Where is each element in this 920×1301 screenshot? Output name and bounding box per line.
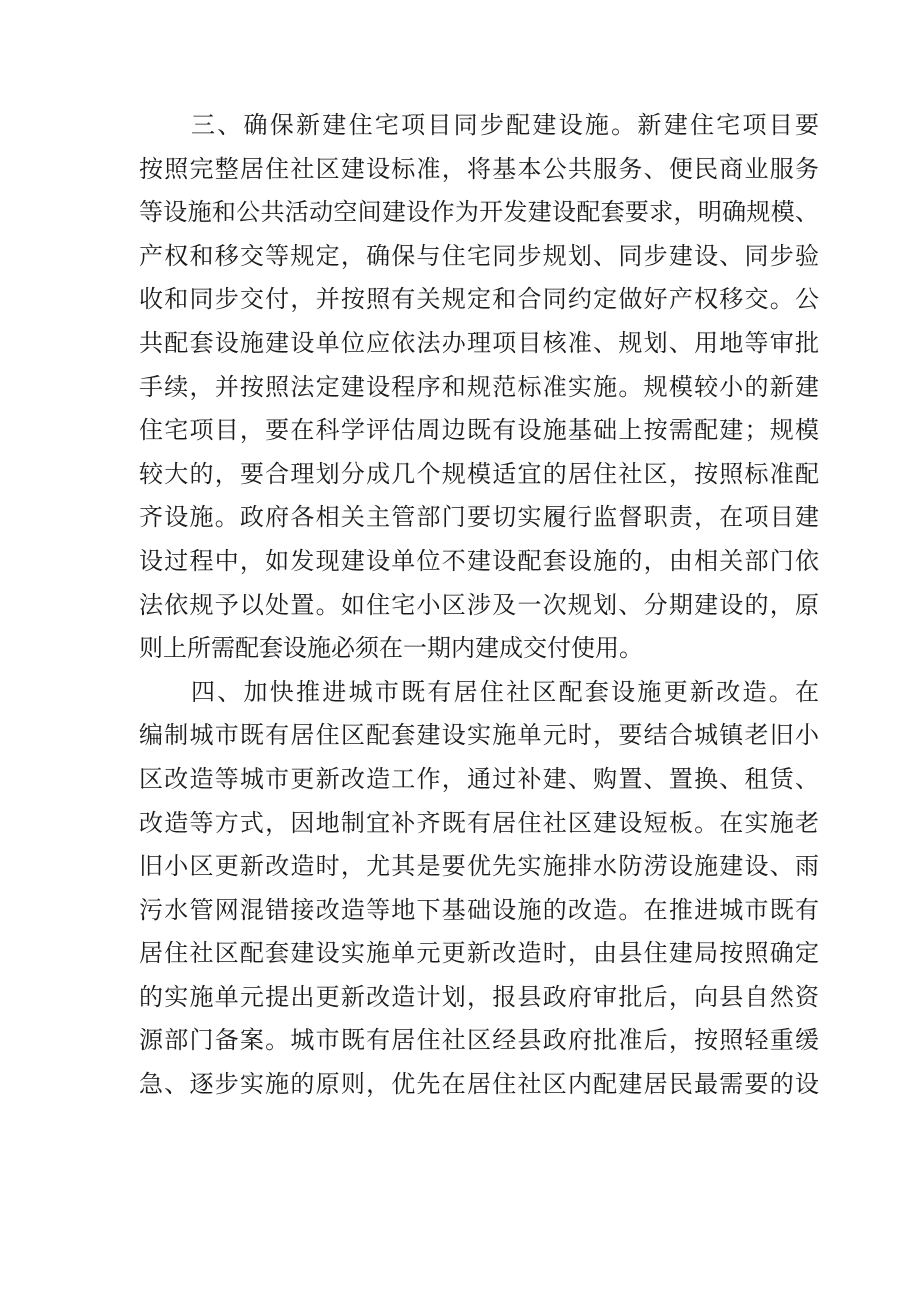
document-body — [139, 104, 819, 1107]
text-line: 改造等方式，因地制宜补齐既有居住社区建设短板。在实施老 — [139, 808, 819, 837]
text-line: 等设施和公共活动空间建设作为开发建设配套要求，明确规模、 — [139, 198, 819, 227]
text-line: 四、加快推进城市既有居住社区配套设施更新改造。在 — [191, 677, 819, 706]
text-line: 共配套设施建设单位应依法办理项目核准、规划、用地等审批 — [139, 328, 819, 357]
text-line: 按照完整居住社区建设标准，将基本公共服务、便民商业服务 — [139, 154, 819, 183]
text-line: 区改造等城市更新改造工作，通过补建、购置、置换、租赁、 — [139, 764, 819, 793]
text-line: 较大的，要合理划分成几个规模适宜的居住社区，按照标准配 — [139, 459, 819, 488]
text-line: 齐设施。政府各相关主管部门要切实履行监督职责，在项目建 — [139, 503, 819, 532]
text-line: 手续，并按照法定建设程序和规范标准实施。规模较小的新建 — [139, 372, 819, 401]
text-line: 急、逐步实施的原则，优先在居住社区内配建居民最需要的设 — [139, 1070, 819, 1099]
text-line: 的实施单元提出更新改造计划，报县政府审批后，向县自然资 — [139, 982, 819, 1011]
paragraph-3 — [139, 104, 819, 671]
text-line: 源部门备案。城市既有居住社区经县政府批准后，按照轻重缓 — [139, 1026, 819, 1055]
paragraph-4 — [139, 671, 819, 1107]
text-line: 住宅项目，要在科学评估周边既有设施基础上按需配建；规模 — [139, 416, 819, 445]
text-line: 编制城市既有居住区配套建设实施单元时，要结合城镇老旧小 — [139, 721, 819, 750]
text-line: 三、确保新建住宅项目同步配建设施。新建住宅项目要 — [191, 111, 819, 139]
text-line: 则上所需配套设施必须在一期内建成交付使用。 — [139, 634, 643, 663]
text-line: 污水管网混错接改造等地下基础设施的改造。在推进城市既有 — [139, 895, 819, 924]
text-line: 旧小区更新改造时，尤其是要优先实施排水防涝设施建设、雨 — [139, 852, 819, 881]
text-line: 产权和移交等规定，确保与住宅同步规划、同步建设、同步验 — [139, 241, 819, 270]
text-line: 居住社区配套建设实施单元更新改造时，由县住建局按照确定 — [139, 939, 819, 968]
text-line: 法依规予以处置。如住宅小区涉及一次规划、分期建设的，原 — [139, 590, 819, 619]
text-line: 收和同步交付，并按照有关规定和合同约定做好产权移交。公 — [139, 285, 819, 314]
text-line: 设过程中，如发现建设单位不建设配套设施的，由相关部门依 — [139, 546, 819, 575]
